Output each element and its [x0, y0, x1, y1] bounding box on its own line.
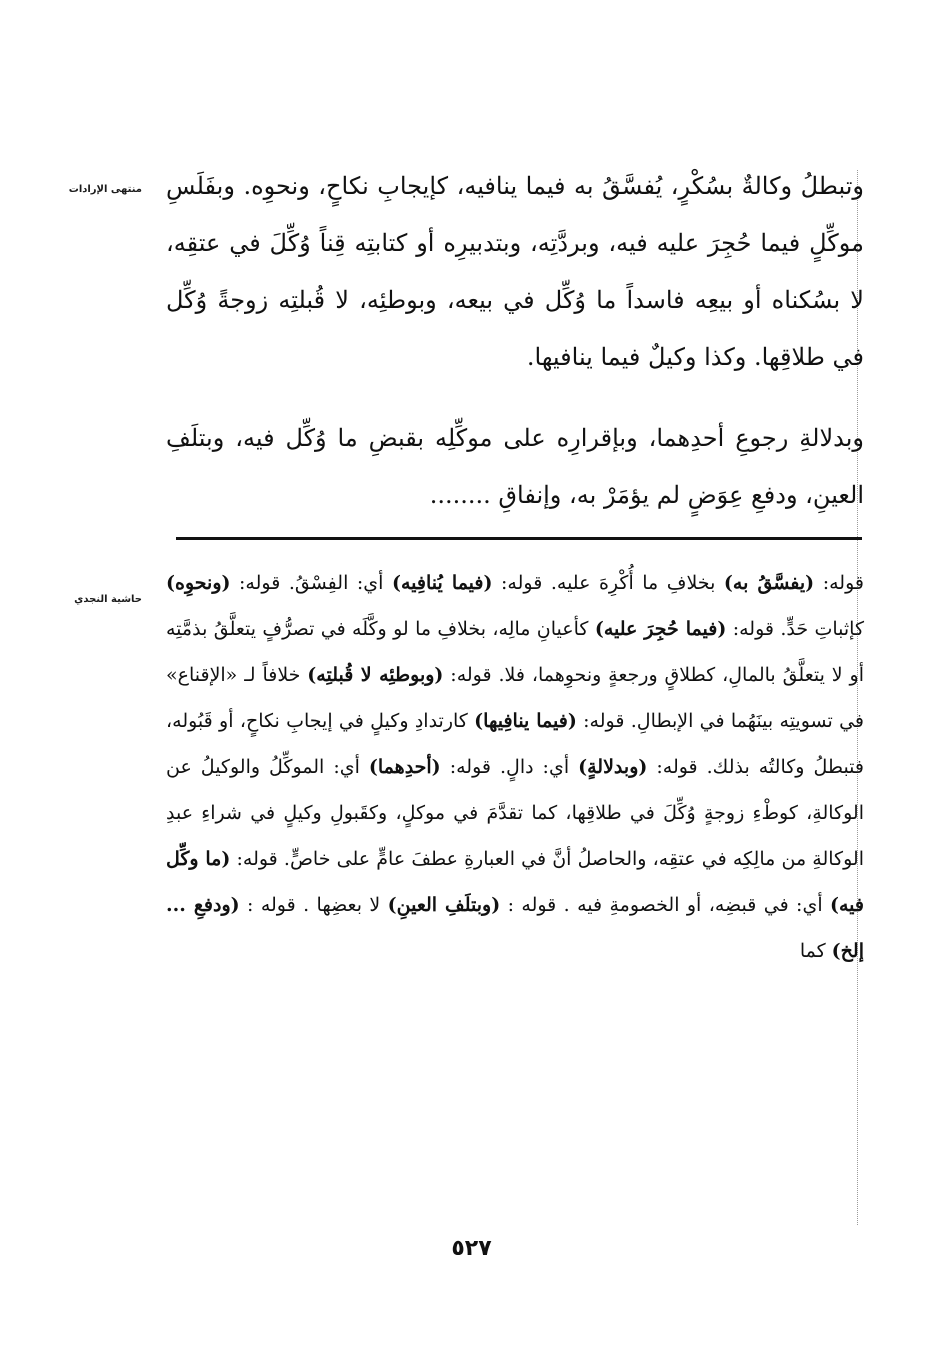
commentary-text: كارتدادِ وكيلٍ في إيجابِ نكاحٍ، أو قَبُوله، فتبطلُ وكالتُه بذلك. قوله: [166, 710, 864, 778]
commentary-lemma: (ونحوِه) [166, 572, 231, 594]
side-label-commentary-title: حاشية النجدي [74, 594, 142, 605]
page-number: ٥٢٧ [451, 1236, 492, 1261]
commentary-text: لا بعضِها . قوله : [239, 894, 388, 916]
commentary-text: أي: الفِسْقُ. قوله: [230, 572, 392, 594]
commentary-text: بخلافِ ما أُكْرِهَ عليه. قوله: [492, 572, 724, 594]
commentary-lemma: (ودفعِ ... إلخ) [166, 894, 864, 962]
commentary-lemma: (فيما حُجِرَ عليه) [594, 618, 727, 640]
commentary-lemma: (وبتلَفِ العينِ) [387, 894, 501, 916]
side-label-book-title: منتهى الإرادات [68, 184, 142, 195]
commentary-lemma: (أحدِهما) [368, 756, 441, 778]
footnote-separator-line [176, 537, 862, 540]
commentary-lemma: (يفسَّقُ به) [723, 572, 815, 594]
commentary-text: أي: دالٍ. قوله: [440, 756, 579, 778]
commentary-text: كإثباتِ حَدٍّ. قوله: [726, 618, 865, 640]
commentary-paragraph [166, 560, 864, 974]
commentary-text: أي: الموكِّلُ والوكيلُ عن الوكالةِ، كوطْءِ زوجةٍ وُكِّلَ في طلاقِها، كما تقدَّمَ في موكلٍ، وكقَبولِ وكيلٍ في شراءِ عبدِ الوكالةِ من مالِكِه في عتقِه، والحاصلُ أنَّ في العبارةِ عطفَ عامٍّ على خاصٍّ. قوله: [166, 756, 864, 870]
main-text-paragraph-2 [166, 410, 864, 524]
commentary-lemma: (ما وكِّل فيه) [166, 848, 864, 916]
commentary-lemma: (وبوطئِه لا قُبلتِه) [307, 664, 444, 686]
commentary-text: كما [799, 940, 832, 962]
commentary-text: قوله: [814, 572, 864, 594]
commentary-lemma: (فيما يُنافِيه) [391, 572, 493, 594]
main-paragraph-1-text: وتبطلُ وكالةٌ بسُكْرٍ، يُفسَّقُ به فيما ينافيه، كإيجابِ نكاحٍ، ونحوِه. وبفَلَسِ موكِّلٍ فيما حُجِرَ عليه فيه، وبردَّتِه، وبتدبيرِه أو كتابتِه قِناً وُكِّلَ في عتقِه، لا بسُكناه أو بيعِه فاسداً ما وُكِّل في بيعه، وبوطئِه، لا قُبلتِه زوجةً وُكِّل في طلاقِها. وكذا وكيلٌ فيما ينافيها. [166, 172, 864, 371]
commentary-text: خلافاً لـ «الإقناع» في تسويتِه بينَهُما في الإبطالِ. قوله: [166, 664, 864, 732]
commentary-text: أي: في قبضِه، أو الخصومةِ فيه . قوله : [500, 894, 830, 916]
main-paragraph-2-text: وبدلالةِ رجوعِ أحدِهما، وبإقرارِه على موكِّلِه بقبضِ ما وُكِّل فيه، وبتلَفِ العينِ، ودفعِ عِوَضٍ لم يؤمَرْ به، وإنفاقِ ........ [166, 424, 864, 509]
commentary-block [166, 560, 864, 974]
commentary-lemma: (فيما ينافِيها) [474, 710, 577, 732]
commentary-lemma: (وبدلالةٍ) [578, 756, 648, 778]
main-text-paragraph-1 [166, 158, 864, 386]
commentary-text: كأعيانِ مالِه، بخلافِ ما لو وكَّلَه في تصرُّفٍ يتعلَّقُ بذمَّتِه أو لا يتعلَّقُ بالمالِ، كطلاقٍ ورجعةٍ ونحوِهما، فلا. قوله: [166, 618, 864, 686]
